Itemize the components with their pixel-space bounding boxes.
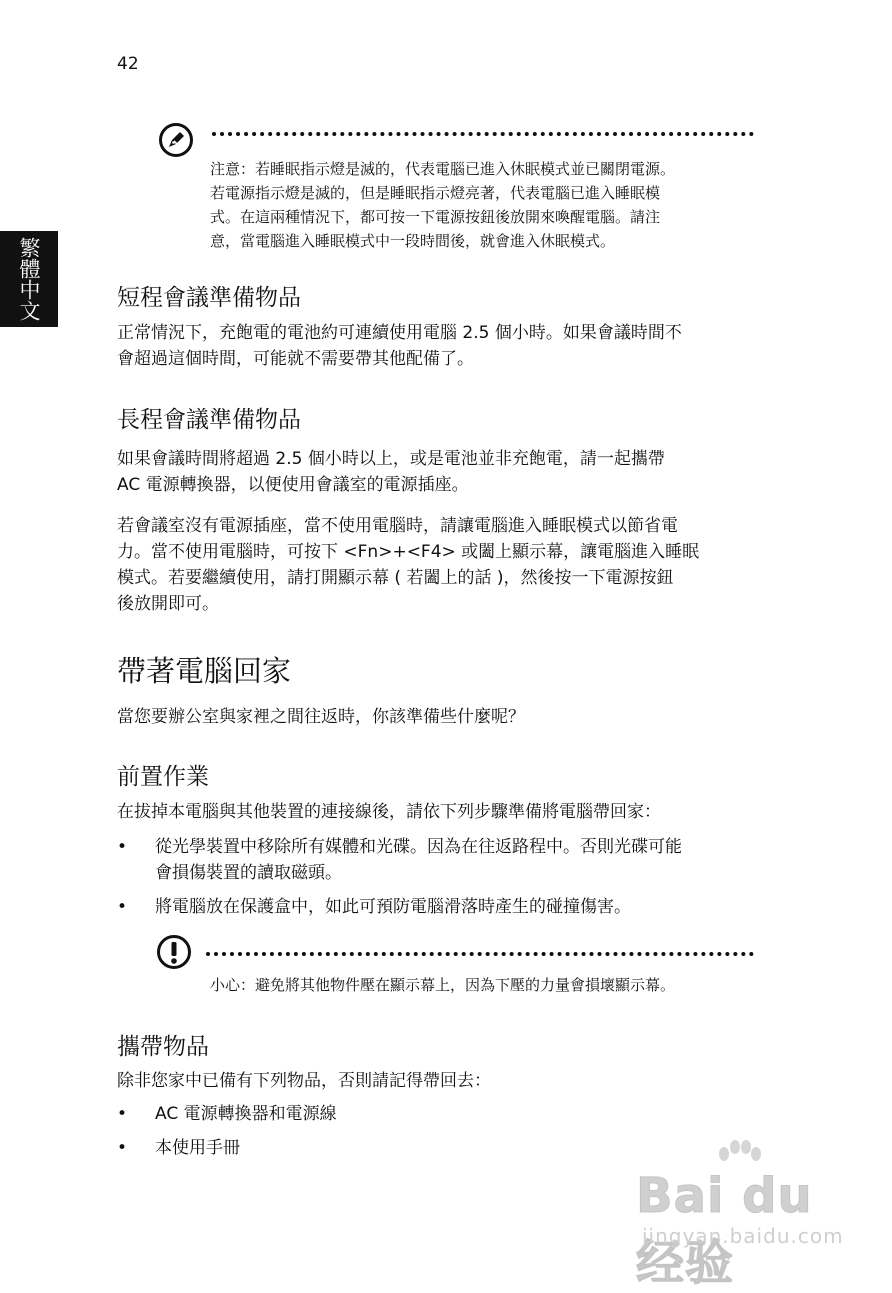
paragraph-line: 會超過這個時間，可能就不需要帶其他配備了。 xyxy=(117,349,474,369)
page-number: 42 xyxy=(117,54,139,74)
paragraph-line: 模式。若要繼續使用，請打開顯示幕 ( 若闔上的話 )，然後按一下電源按鈕 xyxy=(117,568,674,588)
long-meeting-paragraph-2 xyxy=(117,513,757,617)
list-item xyxy=(117,834,767,886)
note-line: 意，當電腦進入睡眠模式中一段時間後，就會進入休眠模式。 xyxy=(210,232,616,250)
language-side-tab: 繁體中文 xyxy=(0,231,58,327)
caution-text: 小心：避免將其他物件壓在顯示幕上，因為下壓的力量會損壞顯示幕。 xyxy=(210,976,676,994)
caution-divider xyxy=(206,952,754,956)
watermark-logo: Bai du 经验 xyxy=(636,1168,813,1291)
baidu-watermark xyxy=(636,1140,846,1291)
paragraph-line: AC 電源轉換器，以便使用會議室的電源插座。 xyxy=(117,475,469,495)
pen-in-circle-icon xyxy=(158,122,194,158)
heading-long-meeting: 長程會議準備物品 xyxy=(117,407,301,433)
note-line: 若電源指示燈是滅的，但是睡眠指示燈亮著，代表電腦已進入睡眠模 xyxy=(210,184,661,202)
list-item xyxy=(117,894,767,920)
heading-preparation: 前置作業 xyxy=(117,764,209,790)
things-to-bring-intro: 除非您家中已備有下列物品，否則請記得帶回去： xyxy=(117,1071,491,1091)
list-item-text: AC 電源轉換器和電源線 xyxy=(155,1104,337,1124)
preparation-list xyxy=(117,834,767,920)
short-meeting-paragraph xyxy=(117,320,757,372)
paragraph-line: 若會議室沒有電源插座，當不使用電腦時，請讓電腦進入睡眠模式以節省電 xyxy=(117,516,678,536)
watermark-url: jingyan.baidu.com xyxy=(642,1224,844,1248)
paragraph-line: 正常情況下，充飽電的電池約可連續使用電腦 2.5 個小時。如果會議時間不 xyxy=(117,323,682,343)
heading-things-to-bring: 攜帶物品 xyxy=(117,1034,209,1060)
list-item-line: 將電腦放在保護盒中，如此可預防電腦滑落時產生的碰撞傷害。 xyxy=(155,897,631,917)
preparation-intro: 在拔掉本電腦與其他裝置的連接線後，請依下列步驟準備將電腦帶回家： xyxy=(117,802,661,822)
taking-home-intro: 當您要辦公室與家裡之間往返時，你該準備些什麼呢？ xyxy=(117,707,525,727)
exclamation-in-circle-icon xyxy=(156,934,192,970)
heading-taking-home: 帶著電腦回家 xyxy=(117,654,292,688)
bullet-mark: • xyxy=(117,837,128,857)
list-item-line: 從光學裝置中移除所有媒體和光碟。因為在往返路程中。否則光碟可能 xyxy=(155,837,682,857)
list-item-text: 本使用手冊 xyxy=(155,1138,240,1158)
paragraph-line: 力。當不使用電腦時，可按下 <Fn>+<F4> 或闔上顯示幕，讓電腦進入睡眠 xyxy=(117,542,700,562)
paragraph-line: 後放開即可。 xyxy=(117,594,219,614)
note-text xyxy=(210,157,758,253)
bullet-mark: • xyxy=(117,1138,128,1158)
heading-short-meeting: 短程會議準備物品 xyxy=(117,285,301,311)
long-meeting-paragraph-1 xyxy=(117,446,757,498)
list-item xyxy=(117,1101,767,1127)
bullet-mark: • xyxy=(117,897,128,917)
note-line: 注意：若睡眠指示燈是滅的，代表電腦已進入休眠模式並已關閉電源。 xyxy=(210,160,676,178)
note-line: 式。在這兩種情況下，都可按一下電源按鈕後放開來喚醒電腦。請注 xyxy=(210,208,661,226)
list-item-line: 會損傷裝置的讀取磁頭。 xyxy=(155,863,342,883)
note-divider xyxy=(212,132,754,136)
paragraph-line: 如果會議時間將超過 2.5 個小時以上，或是電池並非充飽電，請一起攜帶 xyxy=(117,449,665,469)
bullet-mark: • xyxy=(117,1104,128,1124)
